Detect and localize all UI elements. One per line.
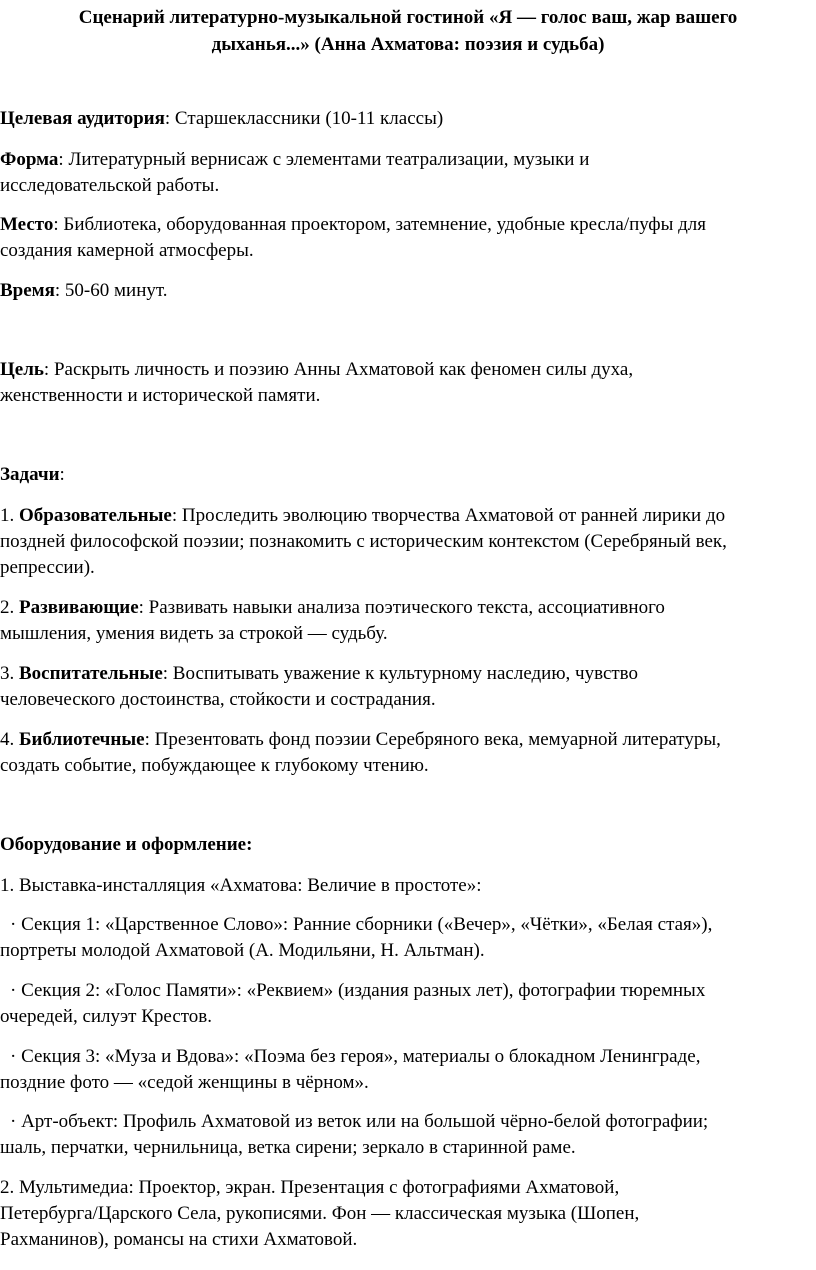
goal-value-line-1: : Раскрыть личность и поэзию Анны Ахматовой как феномен силы духа,	[43, 359, 634, 380]
goal-value-line-2: женственности и исторической памяти.	[0, 385, 321, 406]
task-1-number: 1.	[0, 505, 19, 526]
exhibit-section-2	[0, 978, 800, 1030]
tasks-heading	[0, 462, 800, 488]
task-3-number: 3.	[0, 663, 19, 684]
task-1-line-2: поздней философской поэзии; познакомить с историческим контекстом (Серебряный век,	[0, 531, 727, 552]
equipment-heading-text: Оборудование и оформление:	[0, 834, 253, 855]
equipment-item-1-text: 1. Выставка-инсталляция «Ахматова: Величие в простоте»:	[0, 875, 482, 896]
place-paragraph	[0, 212, 800, 264]
equipment-heading	[0, 832, 800, 858]
form-paragraph	[0, 147, 800, 199]
equipment-item-2-line-2: Петербурга/Царского Села, рукописями. Фон — классическая музыка (Шопен,	[0, 1203, 640, 1224]
task-3-line-2: человеческого достоинства, стойкости и сострадания.	[0, 689, 436, 710]
time-value: : 50-60 минут.	[54, 280, 168, 301]
art-object-line-2: шаль, перчатки, чернильница, ветка сирени; зеркало в старинной раме.	[0, 1137, 576, 1158]
task-1-label: Образовательные	[19, 505, 172, 526]
art-object-line-1: · Арт-объект: Профиль Ахматовой из веток или на большой чёрно-белой фотографии;	[10, 1111, 709, 1132]
task-item-2	[0, 595, 800, 647]
tasks-label: Задачи	[0, 464, 60, 485]
equipment-item-1	[0, 873, 800, 899]
exhibit-section-3	[0, 1044, 800, 1096]
goal-label: Цель	[0, 359, 44, 380]
form-label: Форма	[0, 149, 59, 170]
title-line-2: дыханья...» (Анна Ахматова: поэзия и судьба)	[211, 34, 605, 55]
equipment-item-2	[0, 1175, 800, 1253]
form-value-line-2: исследовательской работы.	[0, 175, 220, 196]
equipment-item-2-line-1: 2. Мультимедиа: Проектор, экран. Презентация с фотографиями Ахматовой,	[0, 1177, 620, 1198]
task-item-1	[0, 503, 800, 581]
form-value-line-1: : Литературный вернисаж с элементами театрализации, музыки и	[58, 149, 590, 170]
task-1-line-3: репрессии).	[0, 557, 95, 578]
task-2-line-1: : Развивать навыки анализа поэтического текста, ассоциативного	[138, 597, 665, 618]
section-2-line-1: · Секция 2: «Голос Памяти»: «Реквием» (издания разных лет), фотографии тюремных	[10, 980, 706, 1001]
section-2-line-2: очередей, силуэт Крестов.	[0, 1006, 213, 1027]
place-label: Место	[0, 214, 54, 235]
audience-paragraph	[0, 106, 800, 132]
task-item-3	[0, 661, 800, 713]
place-value-line-2: создания камерной атмосферы.	[0, 240, 254, 261]
section-3-line-1: · Секция 3: «Муза и Вдова»: «Поэма без героя», материалы о блокадном Ленинграде,	[10, 1046, 701, 1067]
task-3-label: Воспитательные	[19, 663, 163, 684]
time-label: Время	[0, 280, 55, 301]
place-value-line-1: : Библиотека, оборудованная проектором, затемнение, удобные кресла/пуфы для	[53, 214, 707, 235]
art-object	[0, 1109, 800, 1161]
task-2-label: Развивающие	[19, 597, 139, 618]
section-1-line-2: портреты молодой Ахматовой (А. Модильяни, Н. Альтман).	[0, 940, 485, 961]
goal-paragraph	[0, 357, 800, 409]
audience-label: Целевая аудитория	[0, 108, 165, 129]
task-4-label: Библиотечные	[19, 729, 145, 750]
tasks-colon: :	[59, 464, 65, 485]
task-1-line-1: : Проследить эволюцию творчества Ахматовой от ранней лирики до	[171, 505, 726, 526]
task-2-number: 2.	[0, 597, 19, 618]
audience-value: : Старшеклассники (10-11 классы)	[164, 108, 444, 129]
document-title	[0, 4, 816, 58]
exhibit-section-1	[0, 912, 800, 964]
task-4-line-2: создать событие, побуждающее к глубокому чтению.	[0, 755, 429, 776]
task-4-number: 4.	[0, 729, 19, 750]
time-paragraph	[0, 278, 800, 304]
task-2-line-2: мышления, умения видеть за строкой — судьбу.	[0, 623, 388, 644]
section-3-line-2: поздние фото — «седой женщины в чёрном».	[0, 1072, 369, 1093]
equipment-item-2-line-3: Рахманинов), романсы на стихи Ахматовой.	[0, 1229, 358, 1250]
task-item-4	[0, 727, 800, 779]
section-1-line-1: · Секция 1: «Царственное Слово»: Ранние сборники («Вечер», «Чётки», «Белая стая»),	[10, 914, 713, 935]
task-3-line-1: : Воспитывать уважение к культурному наследию, чувство	[162, 663, 639, 684]
title-line-1: Сценарий литературно-музыкальной гостиной «Я — голос ваш, жар вашего	[78, 7, 738, 28]
task-4-line-1: : Презентовать фонд поэзии Серебряного века, мемуарной литературы,	[144, 729, 721, 750]
